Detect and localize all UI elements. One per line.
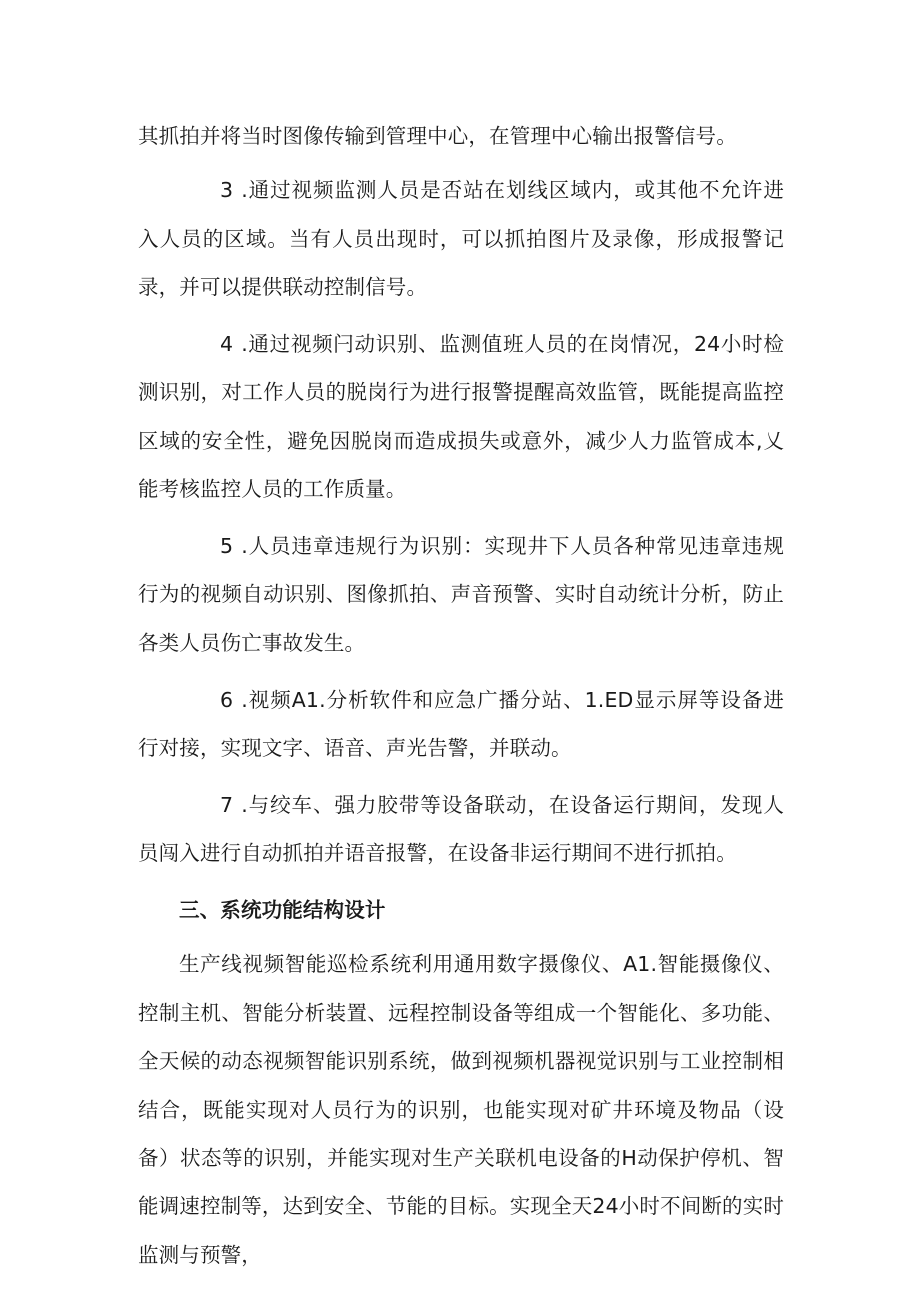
opening-paragraph: 其抓拍并将当时图像传输到管理中心，在管理中心输出报警信号。 bbox=[138, 124, 737, 148]
item-number: 5 bbox=[220, 534, 234, 559]
list-item-4 bbox=[138, 320, 784, 514]
item-text: .视频A1.分析软件和应急广播分站、1.ED显示屏等设备进行对接，实现文字、语音、声光告警，并联动。 bbox=[138, 687, 784, 761]
item-text: .与绞车、强力胶带等设备联动，在设备运行期间，发现人员闯入进行自动抓拍并语音报警，在设备非运行期间不进行抓拍。 bbox=[138, 792, 784, 866]
item-number: 4 bbox=[220, 332, 234, 357]
list-item-3 bbox=[138, 166, 784, 311]
list-item-7 bbox=[138, 781, 784, 878]
item-text: .人员违章违规行为识别：实现井下人员各种常见违章违规行为的视频自动识别、图像抓拍、声音预警、实时自动统计分析，防止各类人员伤亡事故发生。 bbox=[138, 534, 784, 655]
item-number: 3 bbox=[220, 178, 234, 203]
list-item-6 bbox=[138, 676, 784, 773]
list-item-5 bbox=[138, 522, 784, 667]
item-number: 7 bbox=[220, 792, 234, 817]
section-heading: 三、系统功能结构设计 bbox=[179, 898, 386, 923]
item-number: 6 bbox=[220, 687, 234, 712]
item-text: .通过视频监测人员是否站在划线区域内，或其他不允许进入人员的区域。当有人员出现时，可以抓拍图片及录像，形成报警记录，并可以提供联动控制信号。 bbox=[138, 178, 784, 300]
item-text: .通过视频闩动识别、监测值班人员的在岗情况，24小时检测识别，对工作人员的脱岗行为进行报警提醒高效监管，既能提高监控区域的安全性，避免因脱岗而造成损失或意外，减少人力监管成本,乂能考核监控人员的工作质量。 bbox=[138, 332, 784, 502]
section-paragraph: 生产线视频智能巡检系统利用通用数字摄像仪、A1.智能摄像仪、控制主机、智能分析装置、远程控制设备等组成一个智能化、多功能、全天候的动态视频智能识别系统，做到视频机器视觉识别与工业控制相结合，既能实现对人员行为的识别，也能实现对矿井环境及物品（设备）状态等的识别，并能实现对生产关联机电设备的H动保护停机、智能调速控制等，达到安全、节能的目标。实现全天24小时不间断的实时监测与预警， bbox=[138, 952, 784, 1267]
